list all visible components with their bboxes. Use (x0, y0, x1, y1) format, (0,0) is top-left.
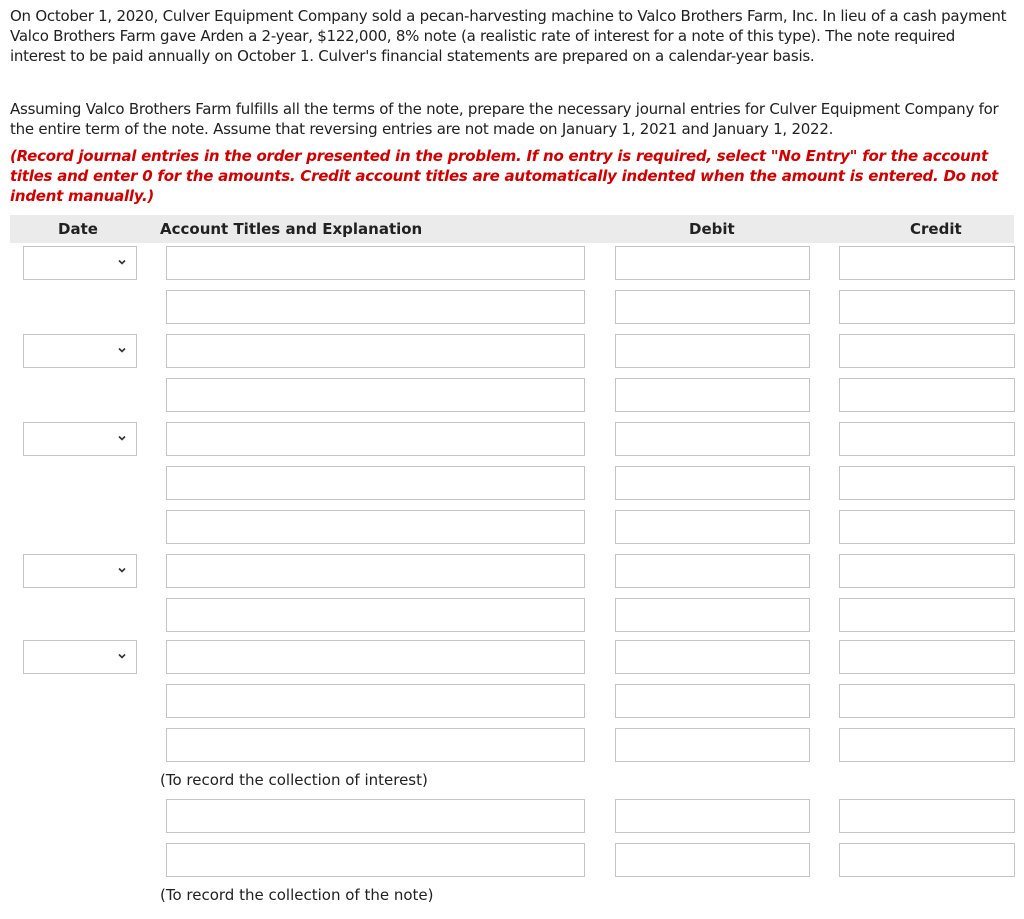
debit-input[interactable] (615, 290, 810, 324)
debit-input[interactable] (615, 246, 810, 280)
credit-column-header: Credit (910, 220, 962, 238)
credit-input[interactable] (839, 334, 1015, 368)
account-title-input[interactable] (166, 378, 585, 412)
date-select[interactable] (23, 246, 137, 280)
debit-column-header: Debit (689, 220, 735, 238)
credit-input[interactable] (839, 246, 1015, 280)
debit-input[interactable] (615, 554, 810, 588)
credit-input[interactable] (839, 598, 1015, 632)
problem-instructions: (Record journal entries in the order presented in the problem. If no entry is required, select "No Entry" for the account titles and enter 0 for the amounts. Credit account titles are automatically indented when the amount is entered. Do not indent manually.) (10, 147, 999, 205)
account-title-input[interactable] (166, 290, 585, 324)
date-column-header: Date (58, 220, 98, 238)
credit-input[interactable] (839, 422, 1015, 456)
debit-input[interactable] (615, 843, 810, 877)
credit-input[interactable] (839, 290, 1015, 324)
credit-input[interactable] (839, 799, 1015, 833)
account-title-input[interactable] (166, 799, 585, 833)
account-title-input[interactable] (166, 640, 585, 674)
account-title-input[interactable] (166, 843, 585, 877)
debit-input[interactable] (615, 466, 810, 500)
credit-input[interactable] (839, 640, 1015, 674)
debit-input[interactable] (615, 510, 810, 544)
problem-task: Assuming Valco Brothers Farm fulfills all the terms of the note, prepare the necessary journal entries for Culver Equipment Company for the entire term of the note. Assume that reversing entries are not made on January 1, 2021 and January 1, 2022. (10, 100, 999, 138)
debit-input[interactable] (615, 684, 810, 718)
chevron-down-icon (117, 651, 127, 661)
account-title-input[interactable] (166, 554, 585, 588)
credit-input[interactable] (839, 378, 1015, 412)
date-select[interactable] (23, 334, 137, 368)
credit-input[interactable] (839, 728, 1015, 762)
debit-input[interactable] (615, 728, 810, 762)
account-title-input[interactable] (166, 510, 585, 544)
chevron-down-icon (117, 345, 127, 355)
interest-entry-explanation: (To record the collection of interest) (160, 771, 428, 789)
debit-input[interactable] (615, 640, 810, 674)
account-title-input[interactable] (166, 598, 585, 632)
account-title-input[interactable] (166, 422, 585, 456)
debit-input[interactable] (615, 378, 810, 412)
credit-input[interactable] (839, 554, 1015, 588)
credit-input[interactable] (839, 466, 1015, 500)
date-select[interactable] (23, 422, 137, 456)
credit-input[interactable] (839, 684, 1015, 718)
debit-input[interactable] (615, 799, 810, 833)
account-title-input[interactable] (166, 246, 585, 280)
journal-table-header (10, 215, 1014, 243)
account-title-input[interactable] (166, 728, 585, 762)
debit-input[interactable] (615, 334, 810, 368)
date-select[interactable] (23, 554, 137, 588)
debit-input[interactable] (615, 598, 810, 632)
date-select[interactable] (23, 640, 137, 674)
account-title-input[interactable] (166, 334, 585, 368)
chevron-down-icon (117, 565, 127, 575)
chevron-down-icon (117, 433, 127, 443)
debit-input[interactable] (615, 422, 810, 456)
credit-input[interactable] (839, 843, 1015, 877)
chevron-down-icon (117, 257, 127, 267)
account-title-input[interactable] (166, 684, 585, 718)
credit-input[interactable] (839, 510, 1015, 544)
account-column-header: Account Titles and Explanation (160, 220, 423, 238)
account-title-input[interactable] (166, 466, 585, 500)
note-entry-explanation: (To record the collection of the note) (160, 886, 434, 904)
problem-statement: On October 1, 2020, Culver Equipment Company sold a pecan-harvesting machine to Valco Brothers Farm, Inc. In lieu of a cash payment Valco Brothers Farm gave Arden a 2-year, $122,000, 8% note (a realistic rate of interest for a note of this type). The note required interest to be paid annually on October 1. Culver's financial statements are prepared on a calendar-year basis. (10, 7, 1007, 65)
